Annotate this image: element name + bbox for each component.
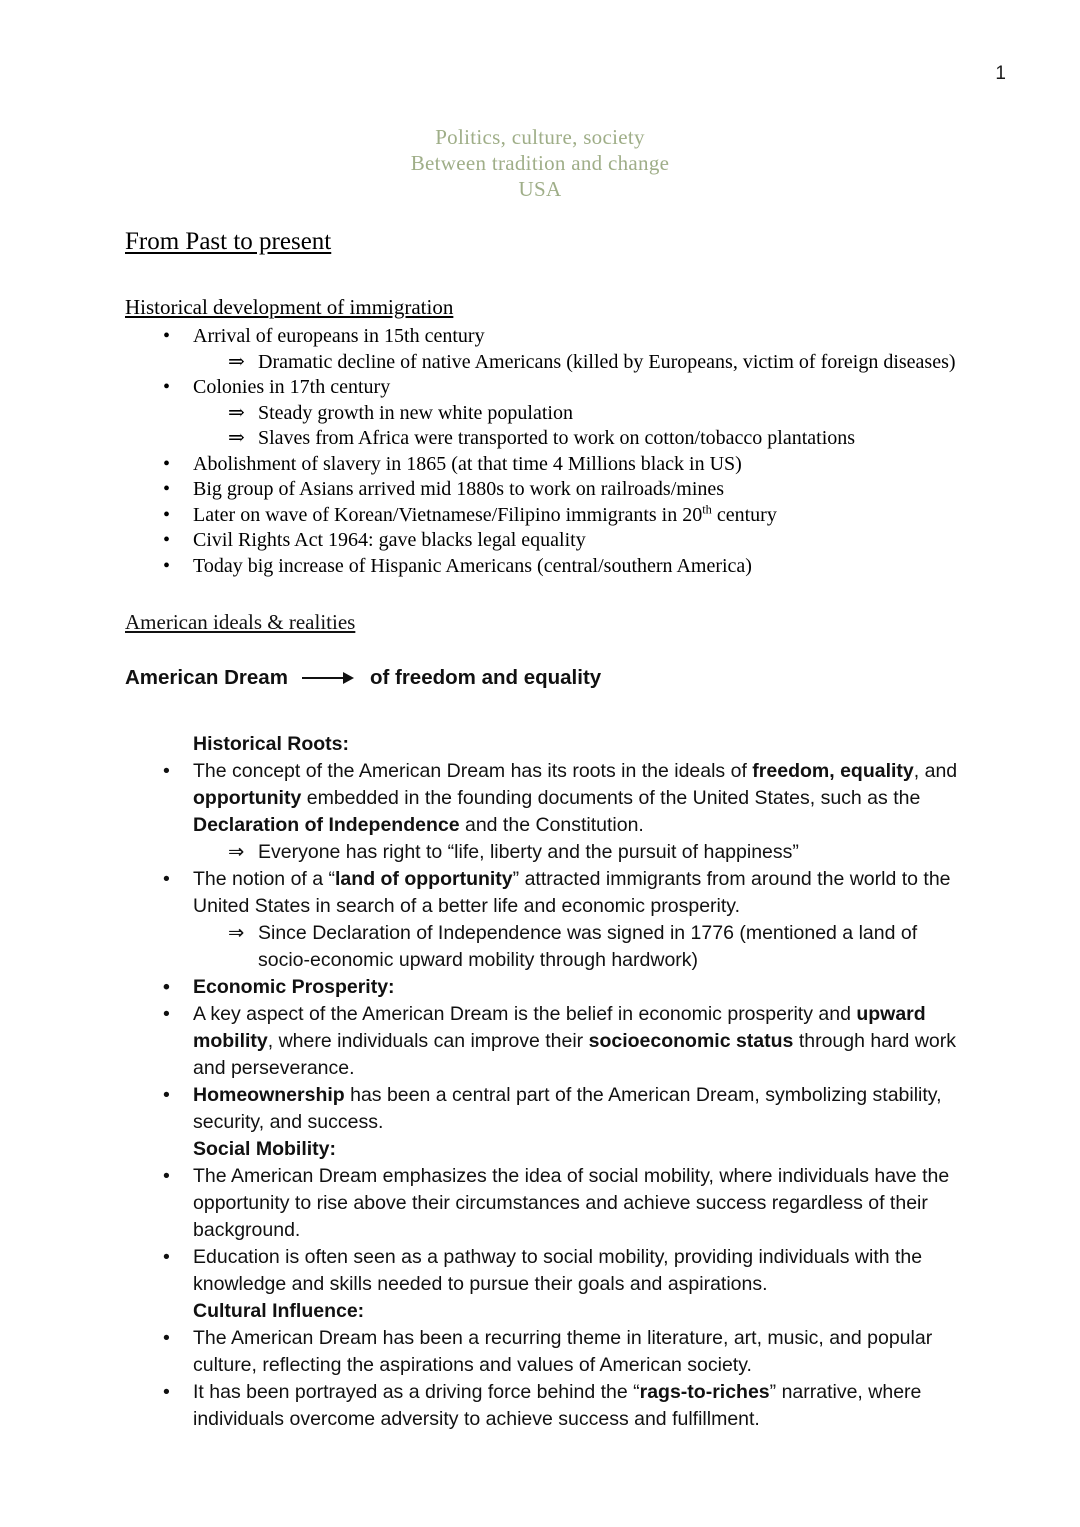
- subsection-heading-ideals: [125, 609, 965, 635]
- dream-group-label: Social Mobility:: [193, 1138, 337, 1160]
- emphasis-text: opportunity: [193, 787, 302, 809]
- document-title-line-1: Politics, culture, society: [435, 125, 645, 149]
- document-title: [0, 124, 1080, 202]
- immigration-sub-bullet: ⇒ Steady growth in new white population: [125, 401, 965, 427]
- immigration-bullet: • Abolishment of slavery in 1865 (at that time 4 Millions black in US): [125, 452, 965, 478]
- document-title-line-2: Between tradition and change: [410, 151, 670, 175]
- emphasis-text: upward mobility: [193, 1003, 926, 1052]
- dream-group-label: Historical Roots:: [193, 733, 350, 755]
- immigration-bullet: • Later on wave of Korean/Vietnamese/Filipino immigrants in 20th century: [125, 503, 965, 529]
- dream-bullet: • Education is often seen as a pathway to social mobility, providing individuals with the knowledge and skills needed to pursue their goals and aspirations.: [125, 1244, 965, 1298]
- dream-group-label: Cultural Influence:: [193, 1300, 365, 1322]
- document-body: [125, 228, 965, 1433]
- emphasis-text: rags-to-riches: [639, 1381, 770, 1403]
- immigration-sub-list: [125, 350, 965, 376]
- american-dream-label: American Dream: [125, 666, 288, 689]
- immigration-bullet: • Colonies in 17th century: [125, 375, 965, 401]
- dream-bullet: • The American Dream has been a recurring theme in literature, art, music, and popular culture, reflecting the aspirations and values of American society.: [125, 1325, 965, 1379]
- immigration-bullet: • Big group of Asians arrived mid 1880s to work on railroads/mines: [125, 477, 965, 503]
- dream-bullet: • The concept of the American Dream has its roots in the ideals of freedom, equality, and opportunity embedded in the founding documents of the United States, such as the Declaration of Independence and the Constitution.: [125, 758, 965, 839]
- page-number: 1: [995, 63, 1006, 84]
- subsection-heading-ideals-text: American ideals & realities: [125, 610, 356, 634]
- dream-bullet: • A key aspect of the American Dream is the belief in economic prosperity and upward mobility, where individuals can improve their socioeconomic status through hard work and perseverance.: [125, 1001, 965, 1082]
- dream-bullet: • The notion of a “land of opportunity” attracted immigrants from around the world to the United States in search of a better life and economic prosperity.: [125, 866, 965, 920]
- ordinal-superscript: th: [702, 501, 712, 516]
- dream-sub-bullet: ⇒ Since Declaration of Independence was signed in 1776 (mentioned a land of socio-economic upward mobility through hardwork): [125, 920, 965, 974]
- immigration-bullet: • Arrival of europeans in 15th century: [125, 324, 965, 350]
- emphasis-text: Declaration of Independence: [193, 814, 460, 836]
- american-dream-groups: [125, 731, 965, 1433]
- american-dream-statement: [125, 665, 965, 691]
- section-heading-text: From Past to present: [125, 228, 332, 255]
- dream-bullet: • The American Dream emphasizes the idea of social mobility, where individuals have the opportunity to rise above their circumstances and achieve success regardless of their background.: [125, 1163, 965, 1244]
- dream-bullet: • Homeownership has been a central part of the American Dream, symbolizing stability, security, and success.: [125, 1082, 965, 1136]
- dream-group-label: • Economic Prosperity:: [125, 974, 965, 1001]
- emphasis-text: freedom, equality: [752, 760, 914, 782]
- immigration-sub-bullet: ⇒ Dramatic decline of native Americans (killed by Europeans, victim of foreign diseases): [125, 350, 965, 376]
- immigration-sub-list: [125, 401, 965, 452]
- subsection-heading-text: Historical development of immigration: [125, 295, 454, 319]
- emphasis-text: Homeownership: [193, 1084, 345, 1106]
- american-dream-predicate: of freedom and equality: [369, 666, 602, 689]
- dream-sub-bullet: ⇒ Everyone has right to “life, liberty and the pursuit of happiness”: [125, 839, 965, 866]
- section-heading: [125, 228, 965, 256]
- immigration-bullet: • Today big increase of Hispanic Americans (central/southern America): [125, 554, 965, 580]
- section-from-past-to-present: [125, 228, 965, 579]
- document-title-line-3: USA: [518, 177, 562, 201]
- emphasis-text: socioeconomic status: [588, 1030, 794, 1052]
- subsection-heading-immigration: [125, 294, 965, 320]
- emphasis-text: land of opportunity: [335, 868, 513, 890]
- right-arrow-icon: [302, 671, 358, 685]
- dream-bullet: • It has been portrayed as a driving force behind the “rags-to-riches” narrative, where individuals overcome adversity to achieve success and fulfillment.: [125, 1379, 965, 1433]
- immigration-sub-bullet: ⇒ Slaves from Africa were transported to work on cotton/tobacco plantations: [125, 426, 965, 452]
- immigration-bullet: • Civil Rights Act 1964: gave blacks legal equality: [125, 528, 965, 554]
- section-american-ideals: [125, 609, 965, 1433]
- immigration-bullet-list: [125, 324, 965, 579]
